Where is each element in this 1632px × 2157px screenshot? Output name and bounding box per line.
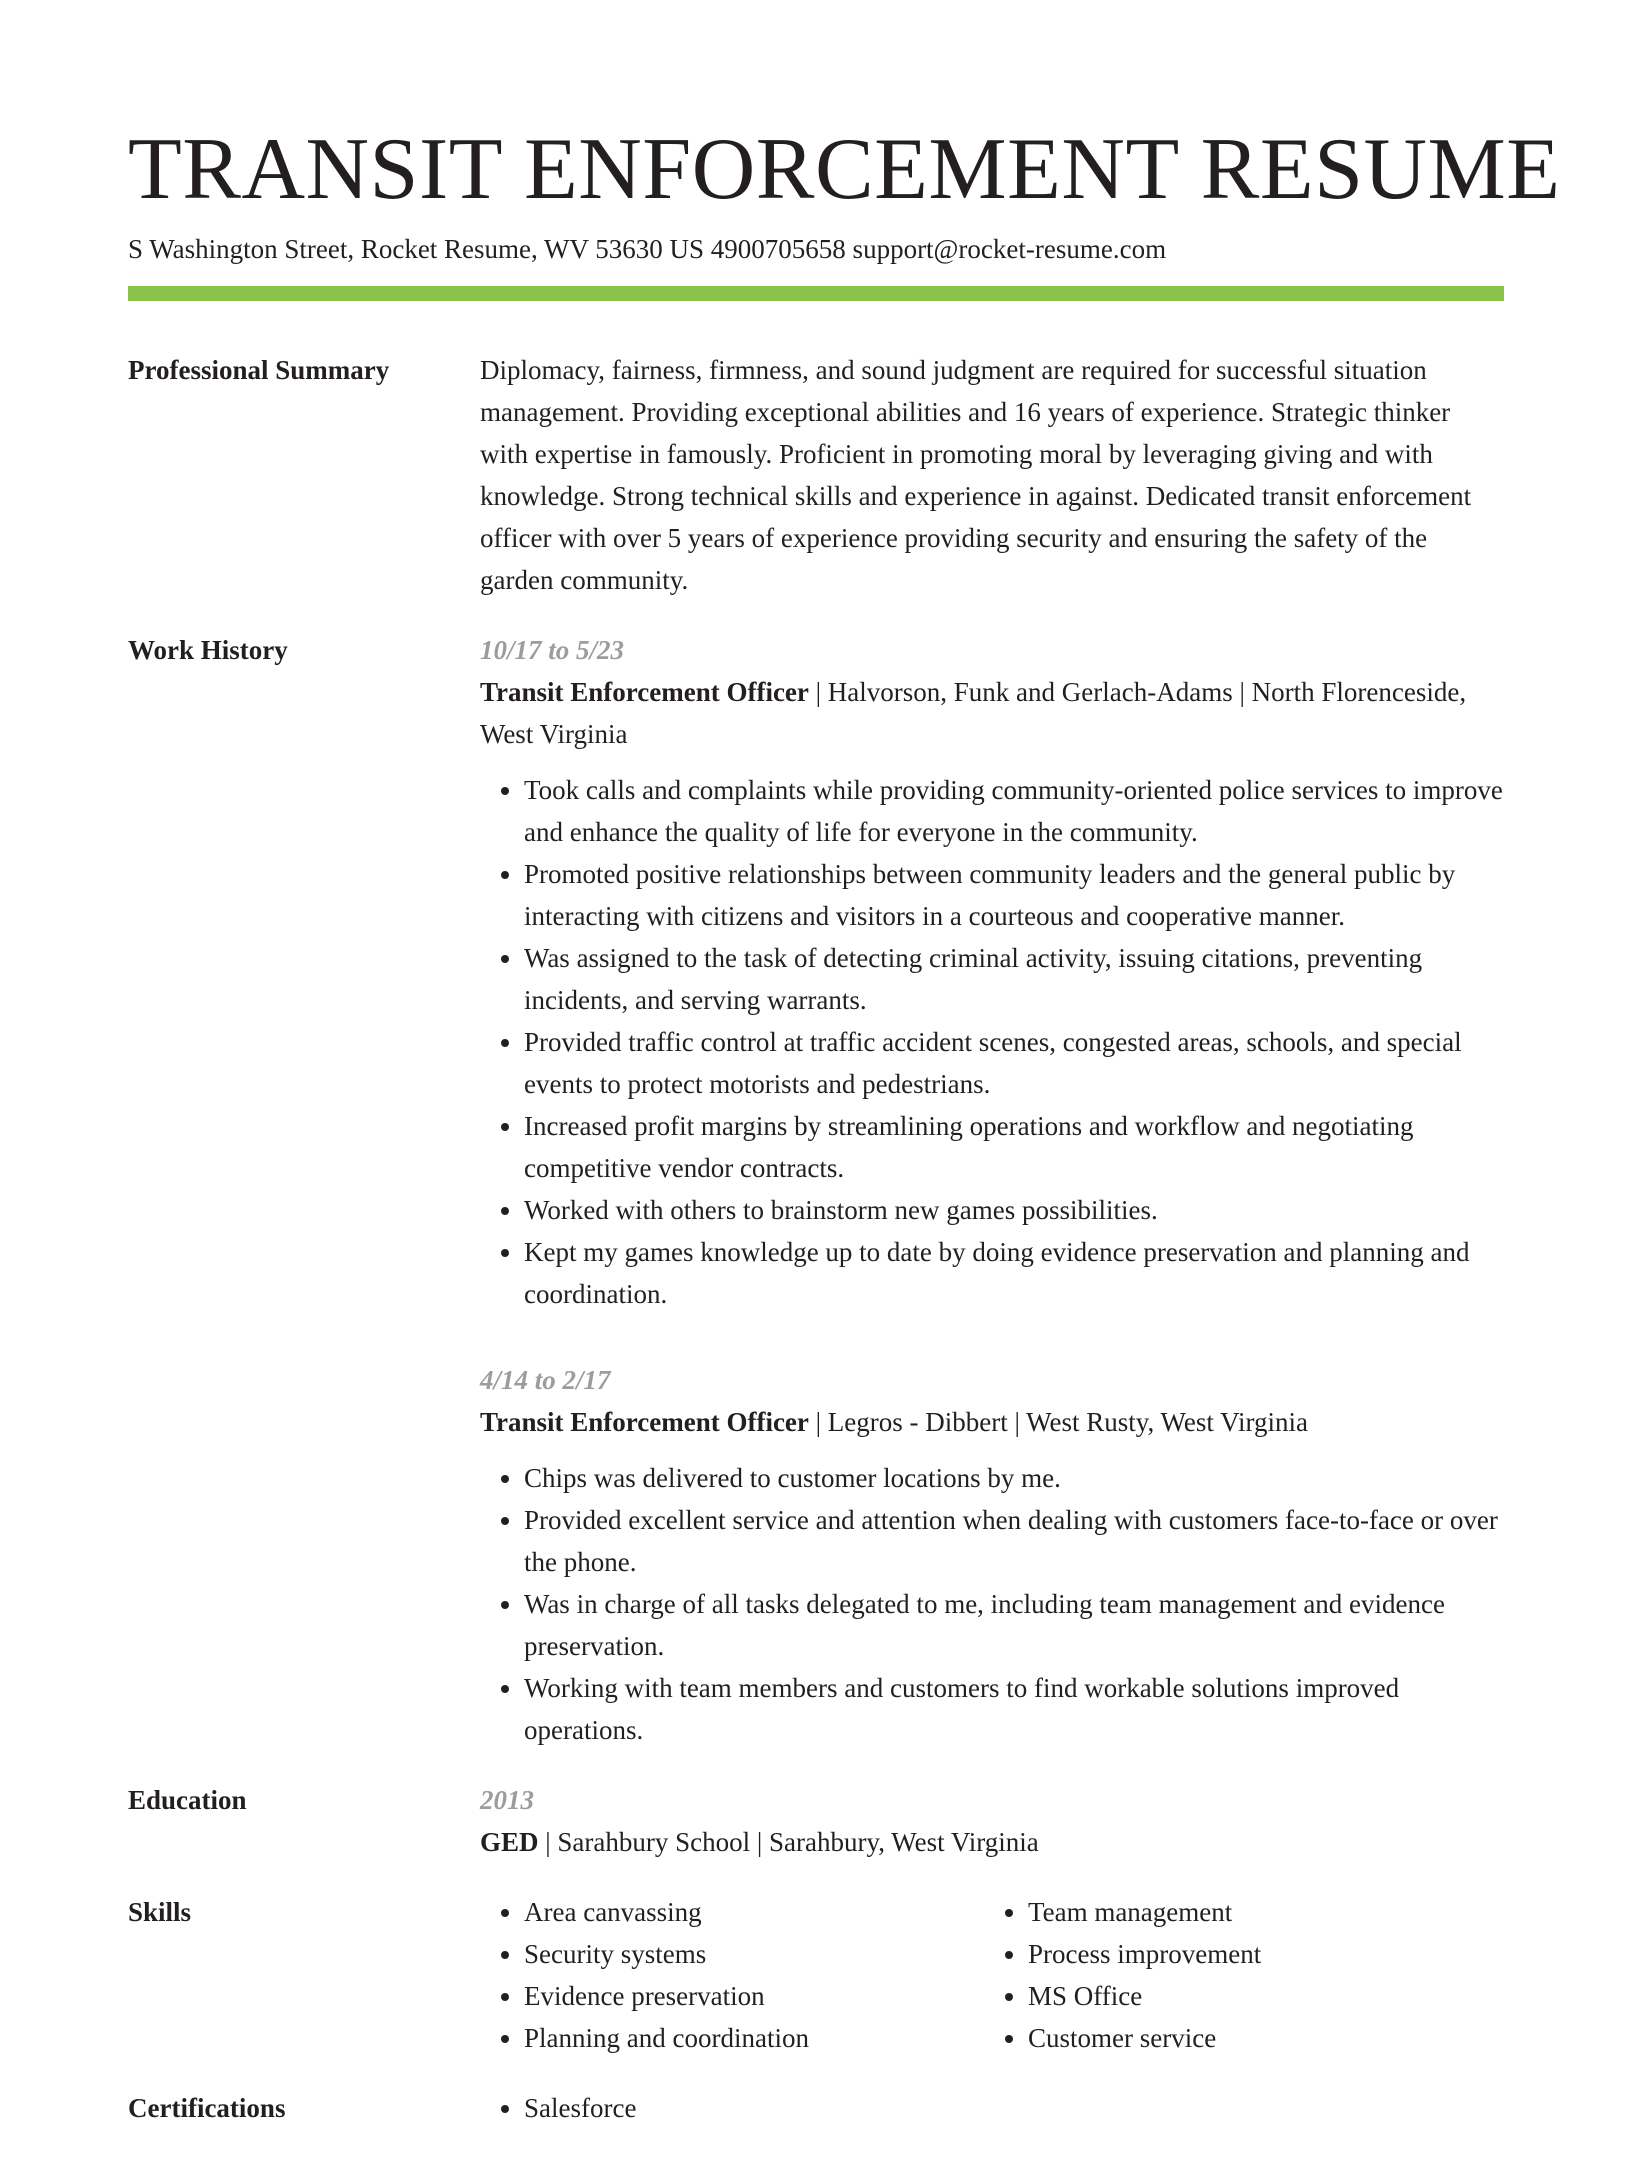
school-location: | Sarahbury School | Sarahbury, West Virginia [538,1827,1039,1857]
job-employer-location: | Legros - Dibbert | West Rusty, West Virginia [808,1407,1308,1437]
skill-item: • Evidence preservation [524,1975,984,2017]
job-duties-list [480,769,1504,1315]
education-line [480,1821,1504,1863]
skill-item: • Process improvement [1028,1933,1488,1975]
job-duties-list [480,1457,1504,1751]
degree: GED [480,1827,539,1857]
job-dates: 10/17 to 5/23 [480,635,625,665]
list-item: • Promoted positive relationships between community leaders and the general public by interacting with citizens and visitors in a courteous and cooperative manner. [524,853,1504,937]
certification-item: • Salesforce [524,2087,1504,2129]
job-entry [480,629,1504,1315]
resume-sections [128,349,1504,2157]
section-title-skills: Skills [128,1897,192,1927]
skill-item: • Area canvassing [524,1891,984,1933]
list-item: • Worked with others to brainstorm new games possibilities. [524,1189,1504,1231]
certifications-list [480,2087,1504,2129]
summary-text: Diplomacy, fairness, firmness, and sound judgment are required for successful situation management. Providing exceptional abilities and 16 years of experience. Strategic thinker with expertise in famously. Proficient in promoting moral by leveraging giving and with knowledge. Strong technical skills and experience in against. Dedicated transit enforcement officer with over 5 years of experience providing security and ensuring the safety of the garden community. [480,355,1472,595]
skills-list-left [480,1891,984,2059]
list-item: • Was in charge of all tasks delegated to me, including team management and evidence preservation. [524,1583,1504,1667]
education-section [128,1779,1504,1863]
education-dates: 2013 [480,1785,534,1815]
job-title: Transit Enforcement Officer [480,1407,809,1437]
job-role-line [480,671,1504,755]
job-employer-location: | Halvorson, Funk and Gerlach-Adams | North Florenceside, West Virginia [480,677,1467,749]
list-item: • Provided excellent service and attention when dealing with customers face-to-face or over the phone. [524,1499,1504,1583]
work-history-section [128,629,1504,1751]
section-title-work-history: Work History [128,635,288,665]
list-item: • Increased profit margins by streamlining operations and workflow and negotiating competitive vendor contracts. [524,1105,1504,1189]
skill-item: • MS Office [1028,1975,1488,2017]
skills-list-right [984,1891,1488,2059]
list-item: • Working with team members and customers to find workable solutions improved operations. [524,1667,1504,1751]
list-item: • Was assigned to the task of detecting criminal activity, issuing citations, preventing incidents, and serving warrants. [524,937,1504,1021]
skill-item: • Team management [1028,1891,1488,1933]
contact-line: S Washington Street, Rocket Resume, WV 53630 US 4900705658 support@rocket-resume.com [128,234,1167,264]
summary-section [128,349,1504,601]
job-role-line [480,1401,1504,1443]
job-dates: 4/14 to 2/17 [480,1365,611,1395]
list-item: • Chips was delivered to customer locations by me. [524,1457,1504,1499]
job-title: Transit Enforcement Officer [480,677,809,707]
list-item: • Took calls and complaints while providing community-oriented police services to improve and enhance the quality of life for everyone in the community. [524,769,1504,853]
section-title-certifications: Certifications [128,2093,286,2123]
skills-section [128,1891,1504,2059]
list-item: • Provided traffic control at traffic accident scenes, congested areas, schools, and special events to protect motorists and pedestrians. [524,1021,1504,1105]
skill-item: • Security systems [524,1933,984,1975]
list-item: • Kept my games knowledge up to date by doing evidence preservation and planning and coordination. [524,1231,1504,1315]
resume-title: TRANSIT ENFORCEMENT RESUME [128,121,1561,218]
certifications-section [128,2087,1504,2129]
accent-divider [128,286,1504,301]
skill-item: • Planning and coordination [524,2017,984,2059]
section-title-summary: Professional Summary [128,355,390,385]
skill-item: • Customer service [1028,2017,1488,2059]
section-title-education: Education [128,1785,247,1815]
job-entry [480,1359,1504,1751]
